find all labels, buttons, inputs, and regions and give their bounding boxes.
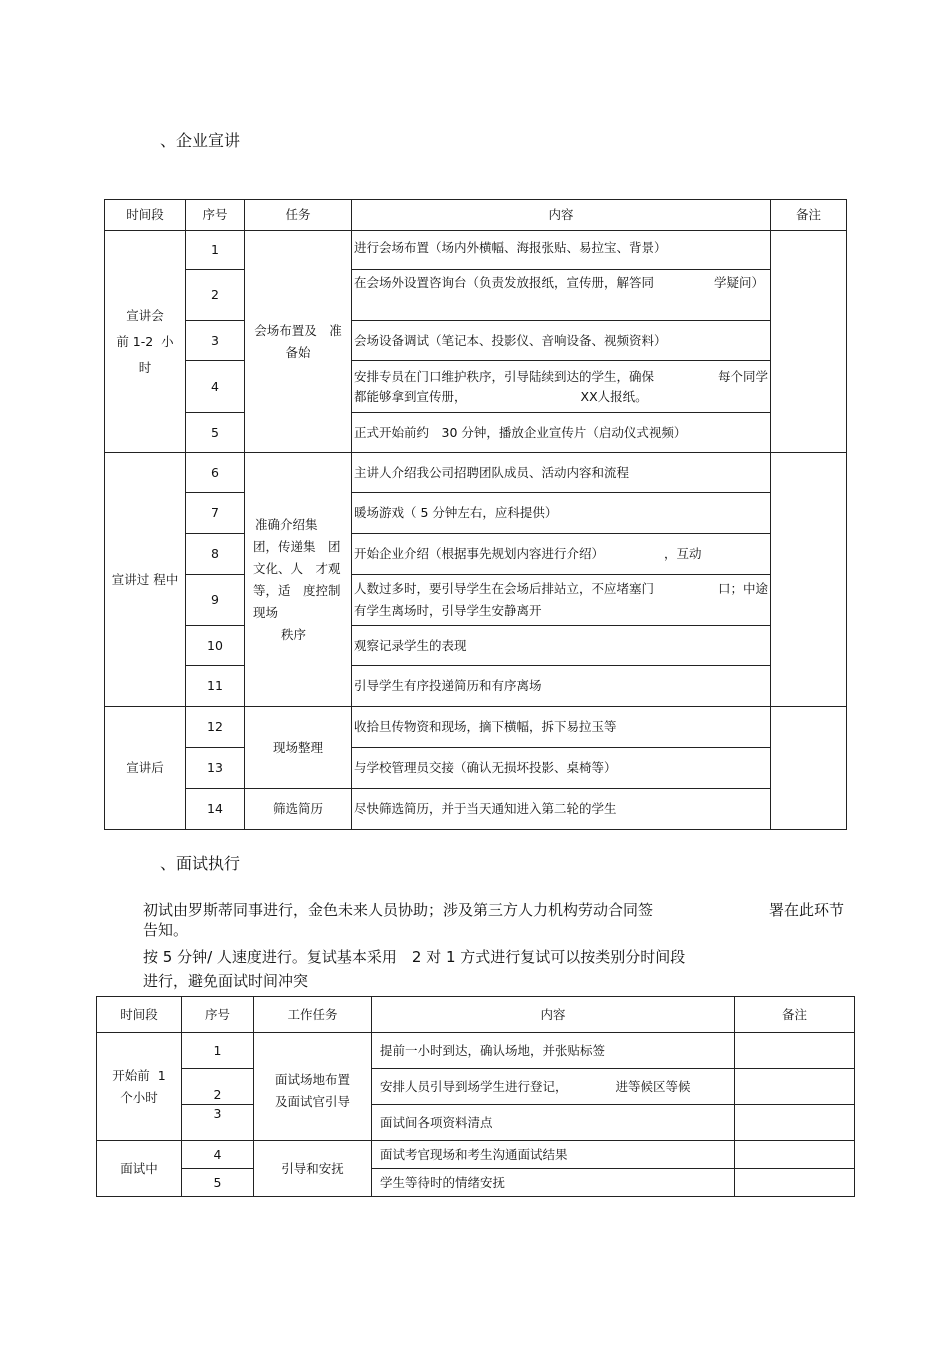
table-row: [105, 361, 847, 413]
content-text: 安排人员引导到场学生进行登记，: [380, 1078, 568, 1094]
content-cell: [352, 270, 771, 321]
content-cell: 进行会场布置（场内外横幅、海报张贴、易拉宝、背景）: [352, 231, 771, 270]
remark-cell: [771, 707, 847, 830]
paragraph-text: 初试由罗斯蒂同事进行，金色未来人员协助；涉及第三方人力机构劳动合同签: [143, 901, 654, 919]
content-cell: 与学校管理员交接（确认无损坏投影、桌椅等）: [352, 748, 771, 789]
table-row: [105, 231, 847, 270]
task-cell: [245, 231, 352, 453]
remark-cell: [771, 231, 847, 453]
paragraph-text: 署在此环节: [768, 901, 844, 919]
table-row: [105, 626, 847, 666]
content-cell: 提前一小时到达，确认场地，并张贴标签: [372, 1033, 735, 1069]
task-cell: [245, 453, 352, 707]
table-row: [105, 453, 847, 493]
content-text: 开始企业介绍（根据事先规划内容进行介绍）: [354, 546, 605, 561]
task-line: 面试场地布置: [274, 1071, 350, 1087]
header-period: 时间段: [97, 997, 182, 1033]
table-row: [105, 270, 847, 321]
task-cell-empty: [254, 1033, 372, 1069]
remark-cell: [735, 1169, 855, 1197]
section1-heading: 、企业宣讲: [160, 131, 241, 150]
row-number: 7: [186, 493, 245, 534]
header-task: 任务: [245, 200, 352, 231]
table-row: [105, 789, 847, 830]
period-line: 个小时: [120, 1089, 158, 1105]
row-number: 12: [186, 707, 245, 748]
content-cell: 尽快筛选简历，并于当天通知进入第二轮的学生: [352, 789, 771, 830]
content-cell: [352, 361, 771, 413]
task-cell: [254, 1069, 372, 1141]
period-cell: 宣讲过 程中: [105, 453, 186, 707]
content-text: 在会场外设置咨询台（负责发放报纸，宣传册，解答同: [354, 275, 655, 290]
content-text: 每个同学: [717, 368, 768, 384]
header-content: 内容: [352, 200, 771, 231]
content-cell: 收拾旦传物资和现场，摘下横幅，拆下易拉玉等: [352, 707, 771, 748]
task-line: 备始: [285, 344, 311, 360]
header-content: 内容: [372, 997, 735, 1033]
header-period: 时间段: [105, 200, 186, 231]
table-row: [97, 1069, 855, 1105]
task-cell: 引导和安抚: [254, 1141, 372, 1197]
row-number: 11: [186, 666, 245, 707]
paragraph-1: [143, 900, 848, 940]
section2-heading: 、面试执行: [160, 854, 241, 873]
table-row: [105, 413, 847, 453]
table-row: [97, 1141, 855, 1169]
remark-cell: [735, 1141, 855, 1169]
row-number: 9: [186, 575, 245, 626]
header-no: 序号: [186, 200, 245, 231]
row-number: 8: [186, 534, 245, 575]
table-row: [105, 321, 847, 361]
content-text: XX人报纸。: [580, 388, 648, 404]
content-text: 安排专员在门口维护秩序，引导陆续到达的学生，确保: [354, 368, 655, 384]
table-row: [105, 493, 847, 534]
header-task: 工作任务: [254, 997, 372, 1033]
task-line: 会场布置及 准: [254, 322, 342, 338]
row-number: 5: [182, 1169, 254, 1197]
content-cell: 暖场游戏（ 5 分钟左右，应科提供）: [352, 493, 771, 534]
row-number: 3: [182, 1105, 254, 1141]
content-cell: 学生等待时的情绪安抚: [372, 1169, 735, 1197]
content-cell: [352, 575, 771, 626]
row-number: 4: [186, 361, 245, 413]
content-text: 学疑问）: [713, 275, 764, 290]
table-header-row: [105, 200, 847, 231]
table-row: [97, 1033, 855, 1069]
content-cell: 正式开始前约 30 分钟，播放企业宣传片（启动仪式视频）: [352, 413, 771, 453]
header-no: 序号: [182, 997, 254, 1033]
content-cell: 面试间各项资料清点: [372, 1105, 735, 1141]
table-row: [105, 534, 847, 575]
period-line: 前 1-2 小: [116, 333, 174, 349]
table-row: [97, 1169, 855, 1197]
task-line: 团，传递集 团: [253, 538, 341, 554]
task-line: 秩序: [281, 626, 307, 642]
task-cell: 现场整理: [245, 707, 352, 789]
content-cell: 观察记录学生的表现: [352, 626, 771, 666]
paragraph-text: 告知。: [143, 921, 189, 939]
content-cell: [352, 534, 771, 575]
task-line: 及面试官引导: [274, 1093, 350, 1109]
content-text: 口；中途: [717, 581, 768, 596]
period-cell: 宣讲后: [105, 707, 186, 830]
header-remark: 备注: [735, 997, 855, 1033]
interview-table: [96, 996, 855, 1197]
row-number: 1: [182, 1033, 254, 1069]
content-text: 有学生离场时，引导学生安静离开: [354, 603, 542, 618]
period-line: 宣讲会: [126, 307, 164, 323]
row-number: 10: [186, 626, 245, 666]
remark-cell: [735, 1105, 855, 1141]
period-line: 开始前 1: [112, 1067, 166, 1083]
task-cell: 筛选简历: [245, 789, 352, 830]
table-row: [97, 1105, 855, 1141]
table-row: [105, 707, 847, 748]
content-cell: 会场设备调试（笔记本、投影仪、音响设备、视频资料）: [352, 321, 771, 361]
task-line: 文化、人 才观: [253, 560, 341, 576]
paragraph-text: 按 5 分钟/ 人速度进行。复试基本采用 2 对 1 方式进行复试可以按类别分时间段: [143, 948, 686, 966]
table-row: [105, 666, 847, 707]
task-line: 现场: [253, 604, 279, 620]
content-text: 都能够拿到宣传册，: [354, 388, 467, 404]
content-text: 人数过多时，要引导学生在会场后排站立，不应堵塞门: [354, 581, 655, 596]
remark-cell: [735, 1033, 855, 1069]
task-line: 等，适 度控制: [253, 582, 341, 598]
task-line: 准确介绍集: [255, 516, 318, 532]
row-number: 2: [186, 270, 245, 321]
table-row: [105, 575, 847, 626]
period-cell: [105, 231, 186, 453]
remark-cell: [735, 1069, 855, 1105]
row-number: 14: [186, 789, 245, 830]
row-number: 6: [186, 453, 245, 493]
table-row: [105, 748, 847, 789]
period-cell: [97, 1033, 182, 1141]
row-number: 4: [182, 1141, 254, 1169]
period-cell: 面试中: [97, 1141, 182, 1197]
content-cell: [372, 1069, 735, 1105]
content-cell: 主讲人介绍我公司招聘团队成员、活动内容和流程: [352, 453, 771, 493]
content-cell: 面试考官现场和考生沟通面试结果: [372, 1141, 735, 1169]
content-text: 进等候区等候: [615, 1078, 691, 1094]
presentation-table: [104, 199, 847, 830]
row-number: 2: [182, 1069, 254, 1105]
row-number: 1: [186, 231, 245, 270]
content-text: ，互动: [664, 546, 702, 561]
header-remark: 备注: [771, 200, 847, 231]
paragraph-text: 进行，避免面试时间冲突: [143, 972, 309, 990]
row-number: 5: [186, 413, 245, 453]
row-number: 3: [186, 321, 245, 361]
remark-cell: [771, 453, 847, 707]
content-cell: 引导学生有序投递简历和有序离场: [352, 666, 771, 707]
row-number: 13: [186, 748, 245, 789]
paragraph-2: [143, 945, 848, 993]
period-line: 时: [138, 359, 152, 375]
table-header-row: [97, 997, 855, 1033]
